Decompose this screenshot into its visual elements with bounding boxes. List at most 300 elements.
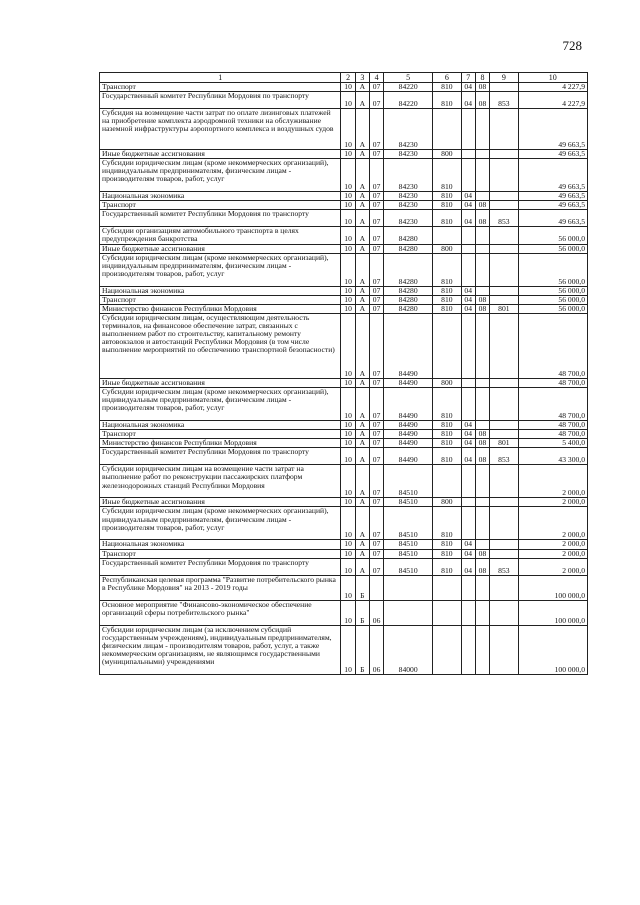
row-code-cell: 08 bbox=[475, 92, 489, 109]
table-row bbox=[100, 244, 588, 253]
table-row bbox=[100, 448, 588, 465]
row-code-cell: 810 bbox=[433, 421, 462, 430]
row-code-cell: 08 bbox=[475, 83, 489, 92]
table-row bbox=[100, 83, 588, 92]
row-code-cell: А bbox=[355, 83, 369, 92]
row-code-cell: Б bbox=[355, 600, 369, 625]
table-row bbox=[100, 304, 588, 313]
row-code-cell bbox=[490, 600, 519, 625]
row-code-cell: 84230 bbox=[384, 201, 433, 210]
row-code-cell: 853 bbox=[490, 92, 519, 109]
row-code-cell: 810 bbox=[433, 549, 462, 558]
table-row bbox=[100, 549, 588, 558]
row-code-cell: А bbox=[355, 549, 369, 558]
row-code-cell bbox=[433, 109, 462, 150]
row-code-cell bbox=[461, 244, 475, 253]
row-code-cell: 04 bbox=[461, 286, 475, 295]
column-header-4: 4 bbox=[369, 73, 383, 83]
row-code-cell: 800 bbox=[433, 378, 462, 387]
row-code-cell: А bbox=[355, 540, 369, 549]
row-code-cell: 07 bbox=[369, 286, 383, 295]
row-code-cell bbox=[475, 575, 489, 600]
row-code-cell: 810 bbox=[433, 92, 462, 109]
row-code-cell bbox=[461, 378, 475, 387]
row-code-cell: 07 bbox=[369, 244, 383, 253]
row-amount-cell: 49 663,5 bbox=[518, 159, 587, 192]
row-code-cell: 84490 bbox=[384, 448, 433, 465]
row-amount-cell: 48 700,0 bbox=[518, 388, 587, 421]
row-code-cell: 810 bbox=[433, 430, 462, 439]
row-name-cell: Национальная экономика bbox=[100, 421, 341, 430]
row-code-cell: 10 bbox=[341, 150, 355, 159]
row-code-cell: 810 bbox=[433, 388, 462, 421]
row-name-cell: Транспорт bbox=[100, 201, 341, 210]
row-code-cell bbox=[475, 498, 489, 507]
row-code-cell: 07 bbox=[369, 439, 383, 448]
row-code-cell: А bbox=[355, 304, 369, 313]
row-code-cell: 07 bbox=[369, 498, 383, 507]
row-amount-cell: 49 663,5 bbox=[518, 192, 587, 201]
row-code-cell: 84510 bbox=[384, 507, 433, 540]
row-name-cell: Субсидии юридическим лицам (кроме некоммерческих организаций), индивидуальным предпринимателям, физическим лицам - производителям товаров, работ, услуг bbox=[100, 253, 341, 286]
row-code-cell: 853 bbox=[490, 448, 519, 465]
row-name-cell: Республиканская целевая программа "Развитие потребительского рынка в Республике Мордовия" на 2013 - 2019 годы bbox=[100, 575, 341, 600]
row-code-cell: 801 bbox=[490, 439, 519, 448]
row-amount-cell: 43 300,0 bbox=[518, 448, 587, 465]
row-code-cell: 07 bbox=[369, 313, 383, 378]
row-code-cell: А bbox=[355, 439, 369, 448]
row-name-cell: Транспорт bbox=[100, 430, 341, 439]
row-amount-cell: 100 000,0 bbox=[518, 625, 587, 674]
row-code-cell: 08 bbox=[475, 295, 489, 304]
row-code-cell: 810 bbox=[433, 201, 462, 210]
table-row bbox=[100, 388, 588, 421]
table-row bbox=[100, 421, 588, 430]
row-code-cell: 07 bbox=[369, 210, 383, 227]
row-code-cell: 07 bbox=[369, 430, 383, 439]
row-code-cell bbox=[461, 575, 475, 600]
column-header-2: 2 bbox=[341, 73, 355, 83]
row-code-cell bbox=[475, 159, 489, 192]
table-row bbox=[100, 253, 588, 286]
row-code-cell: 84230 bbox=[384, 150, 433, 159]
row-code-cell bbox=[433, 227, 462, 244]
row-code-cell: 810 bbox=[433, 439, 462, 448]
row-code-cell: 10 bbox=[341, 378, 355, 387]
row-code-cell: 04 bbox=[461, 430, 475, 439]
table-row bbox=[100, 439, 588, 448]
row-code-cell: 08 bbox=[475, 549, 489, 558]
row-code-cell: 04 bbox=[461, 448, 475, 465]
row-code-cell: 84280 bbox=[384, 295, 433, 304]
row-code-cell: 07 bbox=[369, 507, 383, 540]
row-code-cell: 07 bbox=[369, 378, 383, 387]
row-code-cell: А bbox=[355, 253, 369, 286]
row-code-cell: 10 bbox=[341, 388, 355, 421]
row-code-cell bbox=[490, 507, 519, 540]
row-code-cell: 10 bbox=[341, 430, 355, 439]
table-row bbox=[100, 313, 588, 378]
row-code-cell: 08 bbox=[475, 439, 489, 448]
row-amount-cell: 49 663,5 bbox=[518, 150, 587, 159]
row-name-cell: Субсидии организациям автомобильного транспорта в целях предупреждения банкротства bbox=[100, 227, 341, 244]
table-row bbox=[100, 109, 588, 150]
row-code-cell: А bbox=[355, 244, 369, 253]
table-row bbox=[100, 192, 588, 201]
row-code-cell bbox=[490, 421, 519, 430]
row-code-cell: 07 bbox=[369, 558, 383, 575]
row-amount-cell: 56 000,0 bbox=[518, 286, 587, 295]
row-name-cell: Иные бюджетные ассигнования bbox=[100, 498, 341, 507]
row-code-cell: 84280 bbox=[384, 227, 433, 244]
row-code-cell: 08 bbox=[475, 558, 489, 575]
row-code-cell bbox=[369, 575, 383, 600]
row-code-cell: А bbox=[355, 388, 369, 421]
row-code-cell: 84490 bbox=[384, 439, 433, 448]
row-amount-cell: 2 000,0 bbox=[518, 498, 587, 507]
row-code-cell: 10 bbox=[341, 465, 355, 498]
row-code-cell: А bbox=[355, 430, 369, 439]
row-code-cell bbox=[461, 388, 475, 421]
row-code-cell: 10 bbox=[341, 201, 355, 210]
row-code-cell bbox=[490, 313, 519, 378]
table-row bbox=[100, 159, 588, 192]
row-code-cell: 810 bbox=[433, 507, 462, 540]
row-code-cell: 10 bbox=[341, 253, 355, 286]
row-amount-cell: 5 400,0 bbox=[518, 439, 587, 448]
table-row bbox=[100, 378, 588, 387]
row-code-cell bbox=[461, 498, 475, 507]
table-row bbox=[100, 507, 588, 540]
row-code-cell: 10 bbox=[341, 439, 355, 448]
column-header-7: 7 bbox=[461, 73, 475, 83]
row-code-cell: 10 bbox=[341, 295, 355, 304]
row-code-cell: 84280 bbox=[384, 244, 433, 253]
row-code-cell: 07 bbox=[369, 150, 383, 159]
row-code-cell bbox=[461, 109, 475, 150]
row-code-cell bbox=[461, 227, 475, 244]
row-code-cell bbox=[475, 227, 489, 244]
row-code-cell: Б bbox=[355, 625, 369, 674]
row-name-cell: Национальная экономика bbox=[100, 192, 341, 201]
row-code-cell: А bbox=[355, 210, 369, 227]
table-row bbox=[100, 600, 588, 625]
row-code-cell: 10 bbox=[341, 448, 355, 465]
row-code-cell bbox=[490, 150, 519, 159]
row-code-cell bbox=[490, 201, 519, 210]
row-code-cell bbox=[461, 159, 475, 192]
row-code-cell: 07 bbox=[369, 549, 383, 558]
row-code-cell: 07 bbox=[369, 540, 383, 549]
row-code-cell bbox=[490, 192, 519, 201]
row-code-cell bbox=[461, 313, 475, 378]
row-code-cell: 810 bbox=[433, 304, 462, 313]
table-header-row bbox=[100, 73, 588, 83]
row-code-cell: 10 bbox=[341, 159, 355, 192]
row-amount-cell: 56 000,0 bbox=[518, 253, 587, 286]
row-name-cell: Государственный комитет Республики Мордовия по транспорту bbox=[100, 448, 341, 465]
row-code-cell: 04 bbox=[461, 92, 475, 109]
row-code-cell: 10 bbox=[341, 286, 355, 295]
row-code-cell: 10 bbox=[341, 421, 355, 430]
row-code-cell: 853 bbox=[490, 558, 519, 575]
row-code-cell bbox=[433, 600, 462, 625]
row-code-cell: 10 bbox=[341, 558, 355, 575]
row-amount-cell: 49 663,5 bbox=[518, 210, 587, 227]
row-code-cell: 84280 bbox=[384, 304, 433, 313]
row-name-cell: Иные бюджетные ассигнования bbox=[100, 378, 341, 387]
row-code-cell bbox=[490, 83, 519, 92]
row-code-cell: 07 bbox=[369, 304, 383, 313]
row-code-cell: 04 bbox=[461, 83, 475, 92]
row-code-cell bbox=[490, 625, 519, 674]
row-code-cell: 10 bbox=[341, 313, 355, 378]
row-code-cell bbox=[433, 465, 462, 498]
row-name-cell: Иные бюджетные ассигнования bbox=[100, 244, 341, 253]
row-code-cell: 04 bbox=[461, 549, 475, 558]
row-name-cell: Национальная экономика bbox=[100, 286, 341, 295]
row-code-cell bbox=[475, 192, 489, 201]
row-code-cell: 84230 bbox=[384, 192, 433, 201]
row-code-cell bbox=[475, 421, 489, 430]
row-code-cell bbox=[461, 253, 475, 286]
table-row bbox=[100, 210, 588, 227]
row-code-cell: А bbox=[355, 378, 369, 387]
row-code-cell bbox=[461, 465, 475, 498]
row-name-cell: Транспорт bbox=[100, 83, 341, 92]
row-amount-cell: 100 000,0 bbox=[518, 575, 587, 600]
row-name-cell: Субсидии юридическим лицам (кроме некоммерческих организаций), индивидуальным предпринимателям, физическим лицам - производителям товаров, работ, услуг bbox=[100, 507, 341, 540]
row-code-cell: 84220 bbox=[384, 92, 433, 109]
row-code-cell: 810 bbox=[433, 540, 462, 549]
row-code-cell bbox=[475, 109, 489, 150]
column-header-10: 10 bbox=[518, 73, 587, 83]
row-code-cell: 810 bbox=[433, 295, 462, 304]
row-code-cell: 800 bbox=[433, 498, 462, 507]
row-code-cell bbox=[490, 227, 519, 244]
row-code-cell: 810 bbox=[433, 159, 462, 192]
row-amount-cell: 2 000,0 bbox=[518, 465, 587, 498]
row-code-cell: 10 bbox=[341, 549, 355, 558]
row-code-cell: 84510 bbox=[384, 498, 433, 507]
row-code-cell: 10 bbox=[341, 304, 355, 313]
table-row bbox=[100, 286, 588, 295]
row-code-cell: 04 bbox=[461, 201, 475, 210]
row-code-cell: А bbox=[355, 159, 369, 192]
row-code-cell: 07 bbox=[369, 192, 383, 201]
row-code-cell: А bbox=[355, 109, 369, 150]
row-code-cell bbox=[433, 575, 462, 600]
row-code-cell bbox=[490, 540, 519, 549]
table-row bbox=[100, 295, 588, 304]
row-amount-cell: 4 227,9 bbox=[518, 83, 587, 92]
row-amount-cell: 48 700,0 bbox=[518, 378, 587, 387]
row-code-cell: 06 bbox=[369, 625, 383, 674]
row-code-cell bbox=[475, 244, 489, 253]
row-code-cell: А bbox=[355, 227, 369, 244]
column-header-6: 6 bbox=[433, 73, 462, 83]
row-code-cell bbox=[384, 600, 433, 625]
row-code-cell bbox=[475, 286, 489, 295]
row-code-cell: 07 bbox=[369, 83, 383, 92]
row-code-cell: 04 bbox=[461, 421, 475, 430]
row-code-cell: 810 bbox=[433, 448, 462, 465]
row-code-cell bbox=[490, 575, 519, 600]
row-name-cell: Субсидии юридическим лицам (кроме некоммерческих организаций), индивидуальным предпринимателям, физическим лицам - производителям товаров, работ, услуг bbox=[100, 388, 341, 421]
row-code-cell: 84000 bbox=[384, 625, 433, 674]
row-amount-cell: 2 000,0 bbox=[518, 558, 587, 575]
row-code-cell bbox=[461, 600, 475, 625]
row-code-cell: 06 bbox=[369, 600, 383, 625]
row-code-cell: 801 bbox=[490, 304, 519, 313]
row-code-cell: А bbox=[355, 558, 369, 575]
row-code-cell bbox=[433, 625, 462, 674]
column-header-9: 9 bbox=[490, 73, 519, 83]
row-name-cell: Транспорт bbox=[100, 295, 341, 304]
row-code-cell: 84230 bbox=[384, 159, 433, 192]
row-code-cell: 08 bbox=[475, 201, 489, 210]
row-code-cell: 10 bbox=[341, 83, 355, 92]
column-header-1: 1 bbox=[100, 73, 341, 83]
row-name-cell: Субсидии юридическим лицам (кроме некоммерческих организаций), индивидуальным предпринимателям, физическим лицам - производителям товаров, работ, услуг bbox=[100, 159, 341, 192]
row-name-cell: Государственный комитет Республики Мордовия по транспорту bbox=[100, 210, 341, 227]
row-code-cell: 04 bbox=[461, 540, 475, 549]
row-code-cell: 10 bbox=[341, 109, 355, 150]
row-code-cell: 08 bbox=[475, 448, 489, 465]
row-amount-cell: 49 663,5 bbox=[518, 109, 587, 150]
table-row bbox=[100, 575, 588, 600]
row-code-cell: 10 bbox=[341, 507, 355, 540]
row-code-cell: 84510 bbox=[384, 549, 433, 558]
row-code-cell: 10 bbox=[341, 210, 355, 227]
row-code-cell: 07 bbox=[369, 388, 383, 421]
row-code-cell: 07 bbox=[369, 109, 383, 150]
row-amount-cell: 2 000,0 bbox=[518, 540, 587, 549]
row-code-cell bbox=[461, 507, 475, 540]
row-amount-cell: 56 000,0 bbox=[518, 227, 587, 244]
row-code-cell: 10 bbox=[341, 92, 355, 109]
row-code-cell: А bbox=[355, 498, 369, 507]
row-name-cell: Государственный комитет Республики Мордовия по транспорту bbox=[100, 92, 341, 109]
row-amount-cell: 56 000,0 bbox=[518, 244, 587, 253]
row-code-cell: 853 bbox=[490, 210, 519, 227]
row-code-cell: 08 bbox=[475, 210, 489, 227]
row-code-cell bbox=[475, 150, 489, 159]
row-amount-cell: 48 700,0 bbox=[518, 430, 587, 439]
row-code-cell: 04 bbox=[461, 295, 475, 304]
row-code-cell: 04 bbox=[461, 558, 475, 575]
table-row bbox=[100, 465, 588, 498]
table-row bbox=[100, 227, 588, 244]
row-code-cell: 07 bbox=[369, 465, 383, 498]
row-code-cell bbox=[490, 388, 519, 421]
row-code-cell: А bbox=[355, 192, 369, 201]
table-row bbox=[100, 92, 588, 109]
row-code-cell: 07 bbox=[369, 92, 383, 109]
row-code-cell bbox=[475, 253, 489, 286]
row-code-cell bbox=[475, 600, 489, 625]
row-code-cell: 04 bbox=[461, 210, 475, 227]
row-code-cell: 84280 bbox=[384, 253, 433, 286]
row-name-cell: Субсидия на возмещение части затрат по оплате лизинговых платежей на приобретение комплекта аэродромной техники на обслуживание наземной инфраструктуры аэропортного комплекса и воздушных судов bbox=[100, 109, 341, 150]
table-row bbox=[100, 201, 588, 210]
row-name-cell: Субсидии юридическим лицам на возмещение части затрат на выполнение работ по реконструкции пассажирских платформ железнодорожных станций Республики Мордовия bbox=[100, 465, 341, 498]
row-name-cell: Национальная экономика bbox=[100, 540, 341, 549]
row-amount-cell: 100 000,0 bbox=[518, 600, 587, 625]
table-row bbox=[100, 150, 588, 159]
row-code-cell: 08 bbox=[475, 304, 489, 313]
row-code-cell: 84490 bbox=[384, 313, 433, 378]
row-code-cell bbox=[475, 378, 489, 387]
row-code-cell: 10 bbox=[341, 227, 355, 244]
row-code-cell: 07 bbox=[369, 159, 383, 192]
row-code-cell: 800 bbox=[433, 244, 462, 253]
row-code-cell: А bbox=[355, 448, 369, 465]
row-code-cell bbox=[490, 378, 519, 387]
row-code-cell bbox=[490, 159, 519, 192]
row-name-cell: Субсидии юридическим лицам (за исключением субсидий государственным учреждениям), индивидуальным предпринимателям, физическим лицам - производителям товаров, работ, услуг, а также некоммерческим организациям, не являющимся государственными (муниципальными) учреждениями bbox=[100, 625, 341, 674]
row-code-cell bbox=[490, 286, 519, 295]
row-amount-cell: 4 227,9 bbox=[518, 92, 587, 109]
table-row bbox=[100, 625, 588, 674]
row-code-cell bbox=[490, 244, 519, 253]
table-row bbox=[100, 540, 588, 549]
row-code-cell: 84230 bbox=[384, 109, 433, 150]
row-code-cell bbox=[490, 549, 519, 558]
row-code-cell: 10 bbox=[341, 540, 355, 549]
row-amount-cell: 2 000,0 bbox=[518, 549, 587, 558]
row-name-cell: Основное мероприятие "Финансово-экономическое обеспечение организаций сферы потребительского рынка" bbox=[100, 600, 341, 625]
row-code-cell bbox=[475, 388, 489, 421]
row-code-cell bbox=[475, 540, 489, 549]
row-code-cell: 84510 bbox=[384, 465, 433, 498]
column-header-3: 3 bbox=[355, 73, 369, 83]
row-code-cell: 810 bbox=[433, 210, 462, 227]
row-name-cell: Иные бюджетные ассигнования bbox=[100, 150, 341, 159]
row-code-cell: А bbox=[355, 150, 369, 159]
row-code-cell: 07 bbox=[369, 201, 383, 210]
row-code-cell: 10 bbox=[341, 600, 355, 625]
row-code-cell: 04 bbox=[461, 192, 475, 201]
row-name-cell: Государственный комитет Республики Мордовия по транспорту bbox=[100, 558, 341, 575]
row-amount-cell: 2 000,0 bbox=[518, 507, 587, 540]
column-header-5: 5 bbox=[384, 73, 433, 83]
row-code-cell bbox=[490, 430, 519, 439]
row-code-cell: 04 bbox=[461, 439, 475, 448]
column-header-8: 8 bbox=[475, 73, 489, 83]
row-amount-cell: 56 000,0 bbox=[518, 295, 587, 304]
row-code-cell: 10 bbox=[341, 244, 355, 253]
row-code-cell: 84490 bbox=[384, 421, 433, 430]
row-code-cell: А bbox=[355, 465, 369, 498]
table-row bbox=[100, 498, 588, 507]
row-code-cell bbox=[490, 498, 519, 507]
row-code-cell bbox=[490, 253, 519, 286]
row-code-cell bbox=[433, 313, 462, 378]
row-code-cell: 07 bbox=[369, 448, 383, 465]
row-name-cell: Министерство финансов Республики Мордовия bbox=[100, 304, 341, 313]
row-code-cell: 84510 bbox=[384, 540, 433, 549]
table-row bbox=[100, 430, 588, 439]
row-code-cell: 84490 bbox=[384, 378, 433, 387]
row-code-cell: 84230 bbox=[384, 210, 433, 227]
row-code-cell: А bbox=[355, 421, 369, 430]
row-name-cell: Транспорт bbox=[100, 549, 341, 558]
row-code-cell bbox=[490, 465, 519, 498]
row-code-cell: 84490 bbox=[384, 430, 433, 439]
row-code-cell: А bbox=[355, 92, 369, 109]
row-code-cell: Б bbox=[355, 575, 369, 600]
